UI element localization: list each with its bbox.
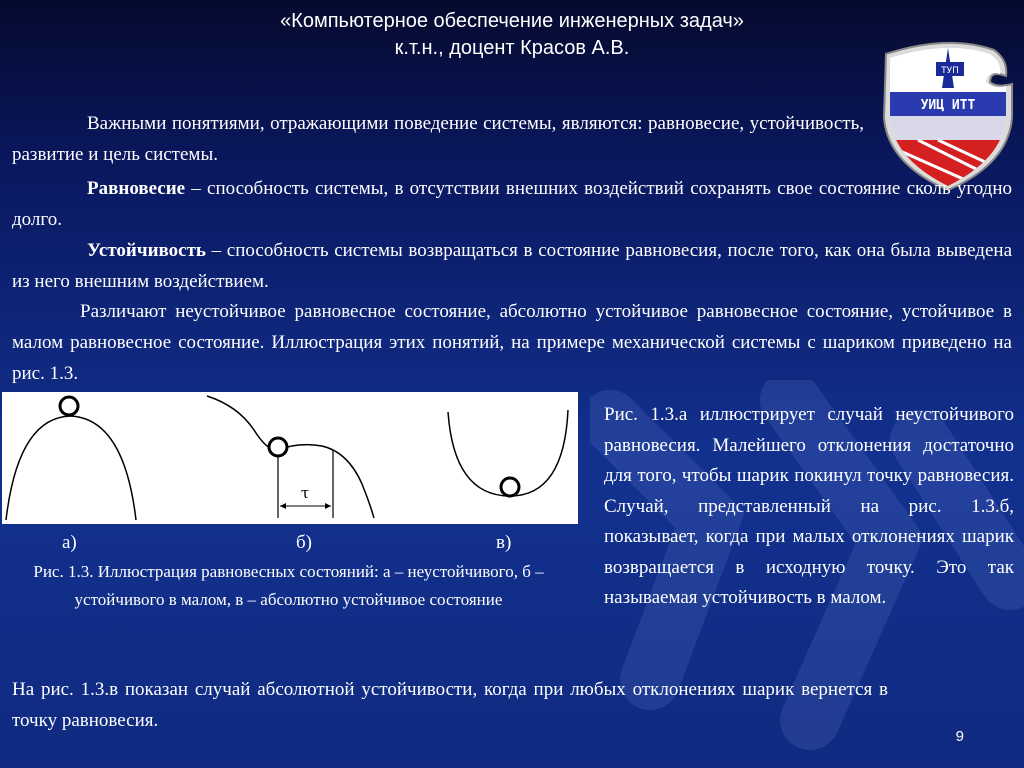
term-stability: Устойчивость <box>87 240 206 261</box>
ball-b <box>269 438 287 456</box>
paragraph-states <box>12 296 1012 389</box>
figure-label-b: б) <box>296 532 312 553</box>
paragraph-intro <box>12 108 864 170</box>
paragraph-stability <box>12 235 1012 297</box>
ball-a <box>60 397 78 415</box>
course-title: «Компьютерное обеспечение инженерных задач» <box>280 10 744 32</box>
wave-curve <box>207 396 374 518</box>
slide-header <box>0 8 1024 62</box>
paragraph-states-text: Различают неустойчивое равновесное состояние, абсолютно устойчивое равновесное состояние, устойчивое в малом равновесное состояние. Иллюстрация этих понятий, на примере механической системы с шариком приведено на рис. 1.3. <box>12 301 1012 384</box>
definition-equilibrium: – способность системы, в отсутствии внешних воздействий сохранять свое состояние сколь угодно долго. <box>12 178 1012 230</box>
hill-curve <box>6 416 136 520</box>
definition-stability: – способность системы возвращаться в состояние равновесия, после того, как она была выведена из него внешним воздействием. <box>12 240 1012 292</box>
figure-label-c: в) <box>496 532 512 553</box>
paragraph-absolute-stability: На рис. 1.3.в показан случай абсолютной устойчивости, когда при любых отклонениях шарик вернется в точку равновесия. <box>12 679 888 731</box>
figure-label-a: а) <box>62 532 77 553</box>
figure-caption: Рис. 1.3. Иллюстрация равновесных состояний: а – неустойчивого, б – устойчивого в малом, в – абсолютно устойчивое состояние <box>33 562 544 609</box>
ball-c <box>501 478 519 496</box>
paragraph-figure-explanation: Рис. 1.3.а иллюстрирует случай неустойчивого равновесия. Малейшего отклонения достаточно для того, чтобы шарик покинул точку равновесия. Случай, представленный на рис. 1.3.б, показывает, когда при малых отклонениях шарик возвращается в исходную точку. Это так называемая устойчивость в малом. <box>604 404 1014 608</box>
paragraph-intro-text: Важными понятиями, отражающими поведение системы, являются: равновесие, устойчивость, развитие и цель системы. <box>12 113 864 165</box>
term-equilibrium: Равновесие <box>87 178 186 199</box>
university-shield-logo <box>878 40 1018 190</box>
logo-text: УИЦ ИТТ <box>920 98 976 113</box>
page-number: 9 <box>955 728 964 745</box>
figure-equilibrium-states <box>2 392 578 524</box>
logo-tower-text: ТУП <box>941 66 959 76</box>
paragraph-equilibrium <box>12 173 1012 235</box>
author-line: к.т.н., доцент Красов А.В. <box>394 37 630 59</box>
figure-drawing <box>2 392 578 524</box>
tau-label: τ <box>300 484 310 502</box>
